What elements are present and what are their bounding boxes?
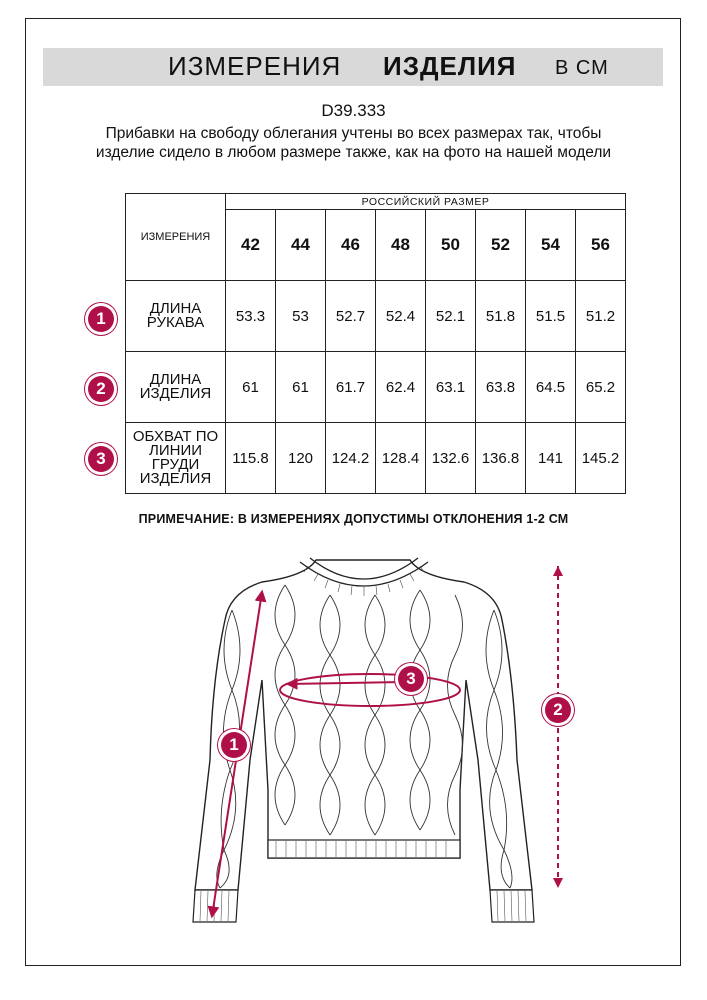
size-cell: 42 xyxy=(226,210,276,281)
size-cell: 50 xyxy=(426,210,476,281)
value-cell: 53.3 xyxy=(226,281,276,352)
value-cell: 64.5 xyxy=(526,352,576,423)
sweater-diagram xyxy=(0,540,707,960)
value-cell: 51.5 xyxy=(526,281,576,352)
value-cell: 141 xyxy=(526,423,576,494)
value-cell: 128.4 xyxy=(376,423,426,494)
size-cell: 44 xyxy=(276,210,326,281)
value-cell: 61 xyxy=(226,352,276,423)
length-measure-badge: 2 xyxy=(545,697,571,723)
size-cell: 56 xyxy=(576,210,626,281)
value-cell: 63.8 xyxy=(476,352,526,423)
value-cell: 132.6 xyxy=(426,423,476,494)
value-cell: 120 xyxy=(276,423,326,494)
value-cell: 145.2 xyxy=(576,423,626,494)
description: Прибавки на свободу облегания учтены во всех размерах так, чтобы изделие сидело в любом размере также, как на фото на нашей модели xyxy=(95,125,612,161)
size-cell: 54 xyxy=(526,210,576,281)
size-cell: 48 xyxy=(376,210,426,281)
row-label: ОБХВАТ ПО ЛИНИИ ГРУДИ ИЗДЕЛИЯ xyxy=(126,423,226,494)
value-cell: 51.8 xyxy=(476,281,526,352)
size-header: РОССИЙСКИЙ РАЗМЕР xyxy=(226,194,626,210)
size-cell: 46 xyxy=(326,210,376,281)
product-code: D39.333 xyxy=(321,101,386,120)
row-number-badge: 3 xyxy=(88,446,114,472)
value-cell: 136.8 xyxy=(476,423,526,494)
row-label: ДЛИНА ИЗДЕЛИЯ xyxy=(126,352,226,423)
value-cell: 52.7 xyxy=(326,281,376,352)
value-cell: 52.4 xyxy=(376,281,426,352)
value-cell: 51.2 xyxy=(576,281,626,352)
title-part1: ИЗМЕРЕНИЯ xyxy=(168,51,342,81)
row-number-badge: 1 xyxy=(88,306,114,332)
tolerance-note: ПРИМЕЧАНИЕ: В ИЗМЕРЕНИЯХ ДОПУСТИМЫ ОТКЛОНЕНИЯ 1-2 СМ xyxy=(138,512,569,526)
chest-measure-badge: 3 xyxy=(398,666,424,692)
measure-header: ИЗМЕРЕНИЯ xyxy=(126,194,226,281)
sleeve-measure-badge: 1 xyxy=(221,732,247,758)
value-cell: 61 xyxy=(276,352,326,423)
value-cell: 63.1 xyxy=(426,352,476,423)
title-part2: ИЗДЕЛИЯ xyxy=(383,51,517,81)
row-label: ДЛИНА РУКАВА xyxy=(126,281,226,352)
table-row xyxy=(126,352,626,423)
value-cell: 65.2 xyxy=(576,352,626,423)
table-row xyxy=(126,281,626,352)
value-cell: 115.8 xyxy=(226,423,276,494)
title-bar xyxy=(43,48,663,86)
table-row xyxy=(126,423,626,494)
row-number-badge: 2 xyxy=(88,376,114,402)
value-cell: 61.7 xyxy=(326,352,376,423)
value-cell: 62.4 xyxy=(376,352,426,423)
title-unit: В СМ xyxy=(555,57,609,79)
size-cell: 52 xyxy=(476,210,526,281)
value-cell: 53 xyxy=(276,281,326,352)
value-cell: 124.2 xyxy=(326,423,376,494)
size-table xyxy=(125,193,626,494)
value-cell: 52.1 xyxy=(426,281,476,352)
